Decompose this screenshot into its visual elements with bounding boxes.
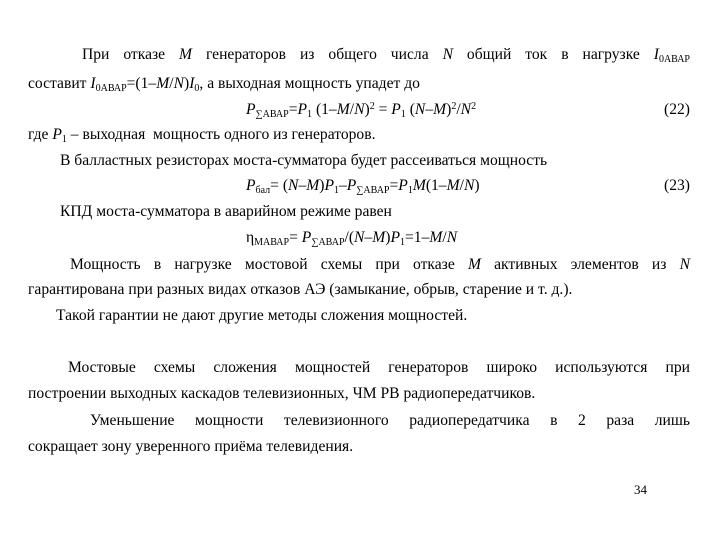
paragraph5-line2: построении выходных каскадов телевизионных, ЧМ РВ радиопередатчиков.	[28, 385, 536, 402]
paragraph6-line2: сокращает зону уверенного приёма телевидения.	[28, 438, 354, 455]
equation-23-formula: $P_{бал}= (N-M)P_1-P_{\sum АВАР}=P_1M(1-M/N)$	[246, 177, 480, 196]
page-number: 34	[634, 482, 647, 497]
paragraph5-line1: Мостовые схемы сложения мощностей генераторов широко используются при	[68, 359, 690, 376]
paragraph1-line4: где $P_1$ – выходная мощность одного из генераторов.	[28, 126, 376, 145]
efficiency-equation-formula: $\eta_{МАВАР}= P_{\sum АВАР}/(N-M)P_1=1-M/N$	[246, 229, 458, 248]
paragraph4-line1: Мощность в нагрузке мостовой схемы при отказе M активных элементов из N	[70, 256, 690, 273]
paragraph1-line2: составит $I_{0АВАР}=(1-M/N)I_0$, а выходная мощность упадет до	[28, 75, 420, 94]
paragraph4-line2: гарантирована при разных видах отказов АЭ (замыкание, обрыв, старение и т. д.).	[28, 281, 573, 298]
paragraph1-line1: При отказе M генераторов из общего числа N общий ток в нагрузке $I_{0АВАР}$	[82, 46, 690, 65]
paragraph2-line1: В балластных резисторах моста-сумматора будет рассеиваться мощность	[60, 152, 548, 169]
paragraph4-line3: Такой гарантии не дают другие методы сложения мощностей.	[56, 307, 468, 324]
paragraph3-line1: КПД моста-сумматора в аварийном режиме равен	[60, 203, 392, 220]
equation-23-number: (23)	[664, 177, 690, 194]
paragraph6-line1: Уменьшение мощности телевизионного радиопередатчика в 2 раза лишь	[90, 412, 690, 429]
equation-22-number: (22)	[664, 101, 690, 118]
equation-22-formula: $P_{\sum АВАР}=P_1$ $(1-M/N)^2 = P_1$ $(N-M)^2/N^2$	[246, 101, 477, 120]
